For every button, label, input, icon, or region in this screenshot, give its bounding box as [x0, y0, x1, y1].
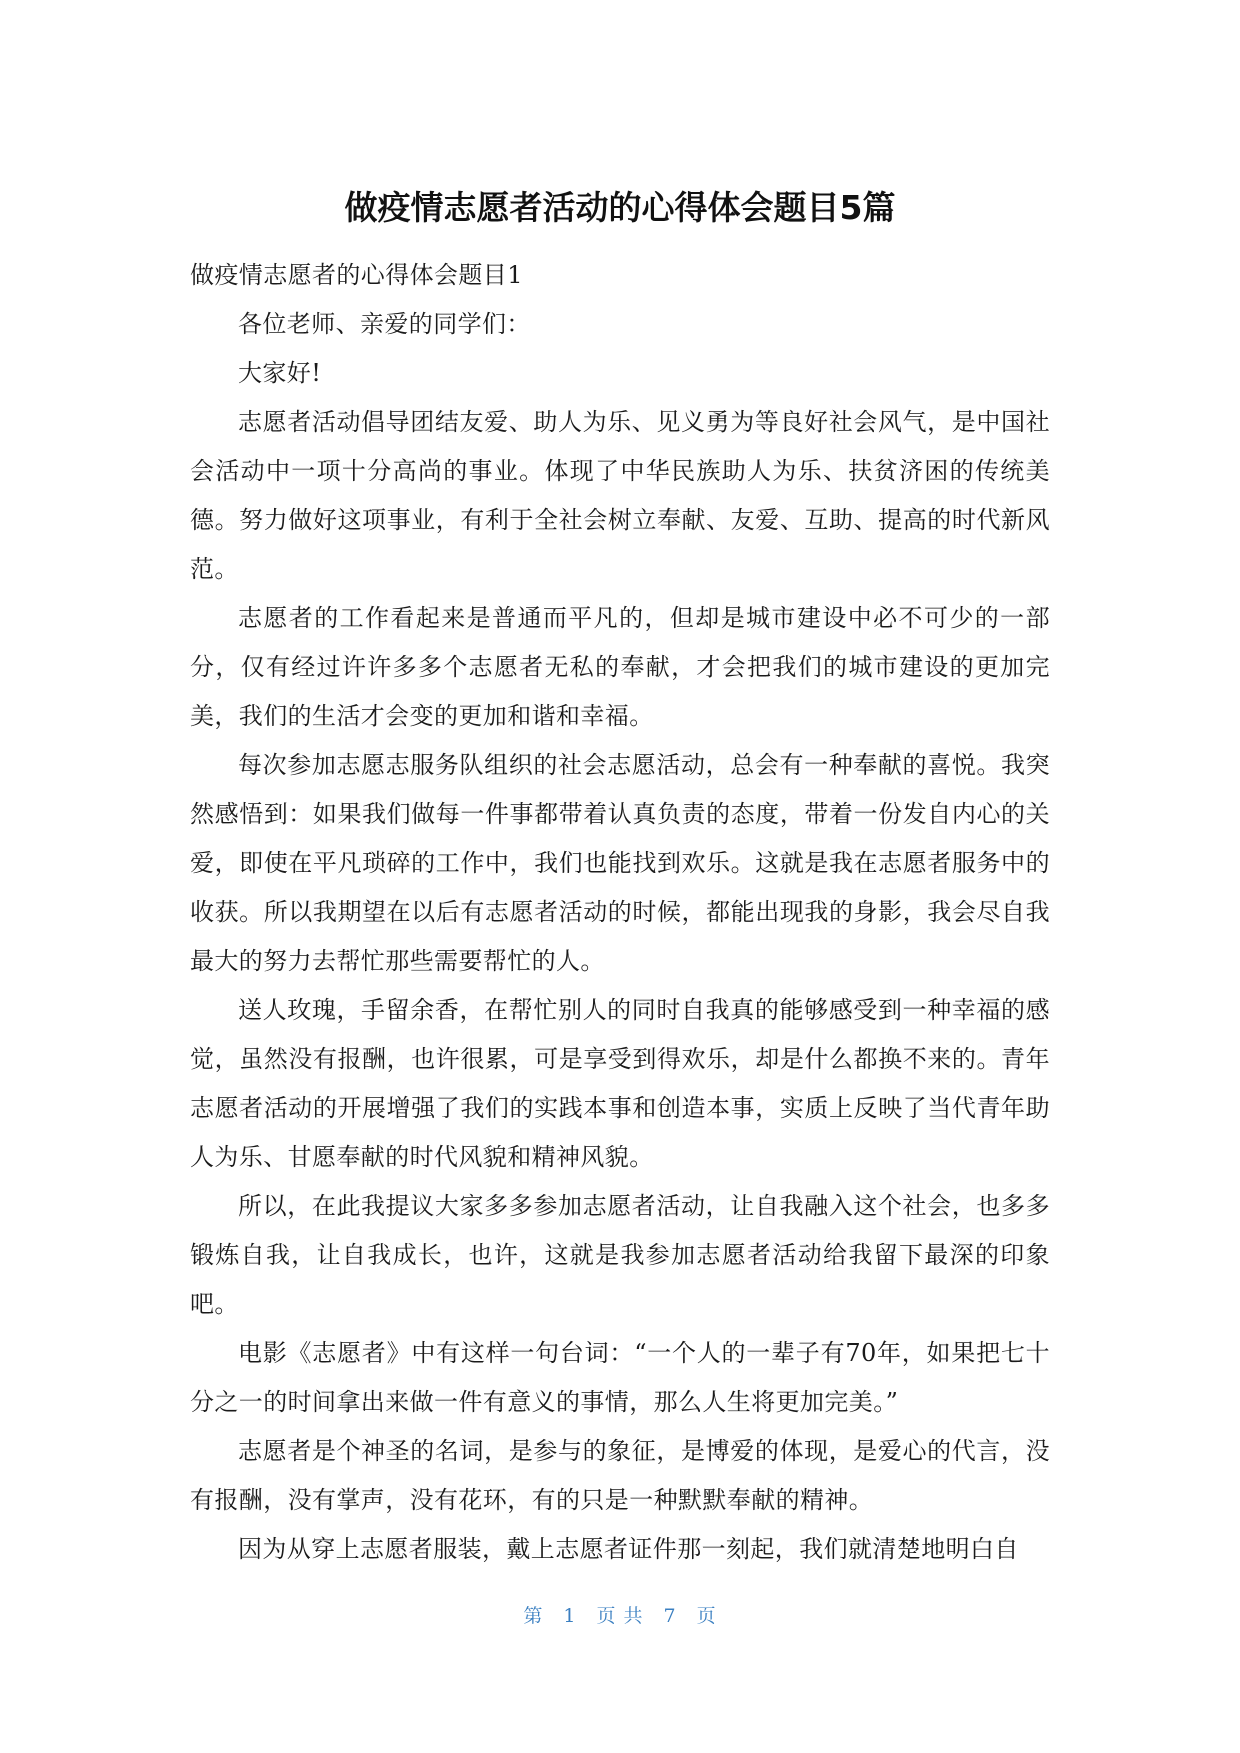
footer-label-page: 第	[523, 1605, 544, 1627]
paragraph-hello: 大家好!	[238, 359, 322, 387]
paragraph: 电影《志愿者》中有这样一句台词：“一个人的一辈子有70年，如果把七十分之一的时间拿出来做一件有意义的事情，那么人生将更加完美。”	[190, 1339, 1050, 1416]
paragraph: 志愿者活动倡导团结友爱、助人为乐、见义勇为等良好社会风气，是中国社会活动中一项十分高尚的事业。体现了中华民族助人为乐、扶贫济困的传统美德。努力做好这项事业，有利于全社会树立奉献、友爱、互助、提高的时代新风范。	[190, 408, 1050, 583]
page-footer	[0, 1602, 1240, 1630]
footer-label-of: 页 共	[596, 1605, 644, 1627]
section-heading: 做疫情志愿者的心得体会题目1	[190, 261, 523, 289]
paragraph: 志愿者是个神圣的名词，是参与的象征，是博爱的体现，是爱心的代言，没有报酬，没有掌声，没有花环，有的只是一种默默奉献的精神。	[190, 1437, 1050, 1514]
paragraph: 因为从穿上志愿者服装，戴上志愿者证件那一刻起，我们就清楚地明白自	[238, 1535, 1019, 1563]
document-body	[190, 251, 1050, 1574]
paragraph-greeting: 各位老师、亲爱的同学们：	[238, 310, 531, 338]
document-title: 做疫情志愿者活动的心得体会题目5篇	[344, 188, 896, 227]
paragraph: 所以，在此我提议大家多多参加志愿者活动，让自我融入这个社会，也多多锻炼自我，让自我成长，也许，这就是我参加志愿者活动给我留下最深的印象吧。	[190, 1192, 1050, 1318]
footer-label-pages: 页	[696, 1605, 717, 1627]
footer-total-pages: 7	[663, 1605, 677, 1627]
paragraph: 送人玫瑰，手留余香，在帮忙别人的同时自我真的能够感受到一种幸福的感觉，虽然没有报酬，也许很累，可是享受到得欢乐，却是什么都换不来的。青年志愿者活动的开展增强了我们的实践本事和创造本事，实质上反映了当代青年助人为乐、甘愿奉献的时代风貌和精神风貌。	[190, 996, 1050, 1171]
paragraph: 志愿者的工作看起来是普通而平凡的，但却是城市建设中必不可少的一部分，仅有经过许许多多个志愿者无私的奉献，才会把我们的城市建设的更加完美，我们的生活才会变的更加和谐和幸福。	[190, 604, 1050, 730]
footer-current-page: 1	[563, 1605, 577, 1627]
paragraph: 每次参加志愿志服务队组织的社会志愿活动，总会有一种奉献的喜悦。我突然感悟到：如果我们做每一件事都带着认真负责的态度，带着一份发自内心的关爱，即使在平凡琐碎的工作中，我们也能找到欢乐。这就是我在志愿者服务中的收获。所以我期望在以后有志愿者活动的时候，都能出现我的身影，我会尽自我最大的努力去帮忙那些需要帮忙的人。	[190, 751, 1050, 975]
